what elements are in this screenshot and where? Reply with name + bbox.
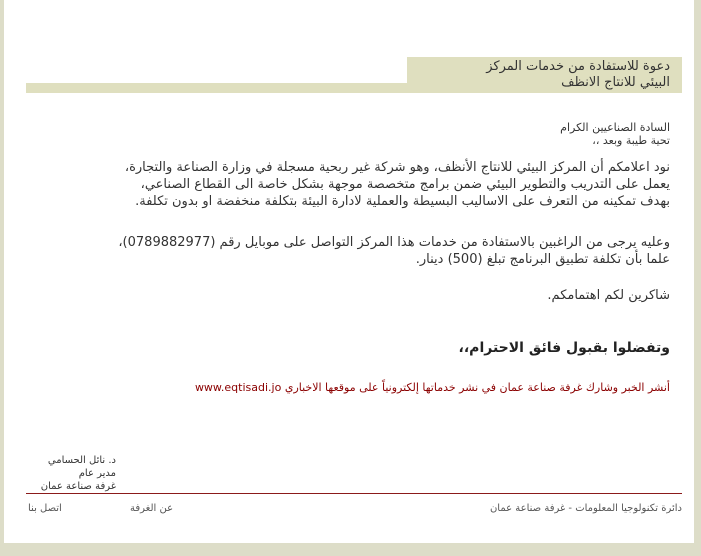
page-frame-bottom bbox=[0, 543, 701, 556]
title-line-2: البيئي للانتاج الانظف bbox=[561, 75, 670, 90]
footer-department: دائرة تكنولوجيا المعلومات - غرفة صناعة عمان bbox=[489, 503, 682, 514]
paragraph-contact bbox=[118, 234, 670, 268]
salutation bbox=[560, 121, 670, 147]
paragraph-intro-line-3: بهدف تمكينه من التعرف على الاساليب البسيطة والعملية لادارة البيئة بتكلفة منخفضة او بدون تكلفة. bbox=[135, 194, 670, 209]
signature-name: د. نائل الحسامي bbox=[47, 455, 116, 466]
signature-org: غرفة صناعة عمان bbox=[40, 481, 116, 492]
share-text: أنشر الخبر وشارك غرفة صناعة عمان في نشر خدماتها إلكترونياً على موقعها الاخباري bbox=[284, 381, 670, 394]
paragraph-intro bbox=[125, 159, 670, 210]
signature-block bbox=[26, 454, 116, 493]
paragraph-contact-line-1: وعليه يرجى من الراغبين بالاستفادة من خدمات هذا المركز التواصل على موبايل رقم (0789882977)، bbox=[118, 235, 670, 250]
share-link[interactable]: www.eqtisadi.jo bbox=[194, 381, 282, 394]
footer-contact-link[interactable]: اتصل بنا bbox=[28, 503, 62, 514]
paragraph-intro-line-1: نود اعلامكم أن المركز البيئي للانتاج الأنظف، وهو شركة غير ربحية مسجلة في وزارة الصناعة والتجارة، bbox=[124, 160, 670, 175]
salutation-line-2: تحية طيبة وبعد ،، bbox=[592, 134, 670, 147]
closing-text: وتفضلوا بقبول فائق الاحترام،، bbox=[458, 340, 670, 356]
footer-about-link[interactable]: عن الغرفة bbox=[130, 503, 174, 514]
footer-divider bbox=[26, 493, 682, 494]
page-title bbox=[407, 57, 682, 93]
share-notice bbox=[195, 381, 670, 395]
page-frame-right bbox=[694, 0, 701, 556]
paragraph-intro-line-2: يعمل على التدريب والتطوير البيئي ضمن برامج متخصصة موجهة بشكل خاصة الى القطاع الصناعي، bbox=[140, 177, 670, 192]
paragraph-contact-line-2: علما بأن تكلفة تطبيق البرنامج تبلغ (500) دينار. bbox=[415, 252, 670, 267]
page-frame-left bbox=[0, 0, 4, 556]
title-line-1: دعوة للاستفادة من خدمات المركز bbox=[486, 59, 670, 74]
salutation-line-1: السادة الصناعيين الكرام bbox=[560, 121, 670, 134]
thanks-text: شاكرين لكم اهتمامكم. bbox=[547, 288, 670, 303]
signature-role: مدير عام bbox=[78, 468, 116, 479]
